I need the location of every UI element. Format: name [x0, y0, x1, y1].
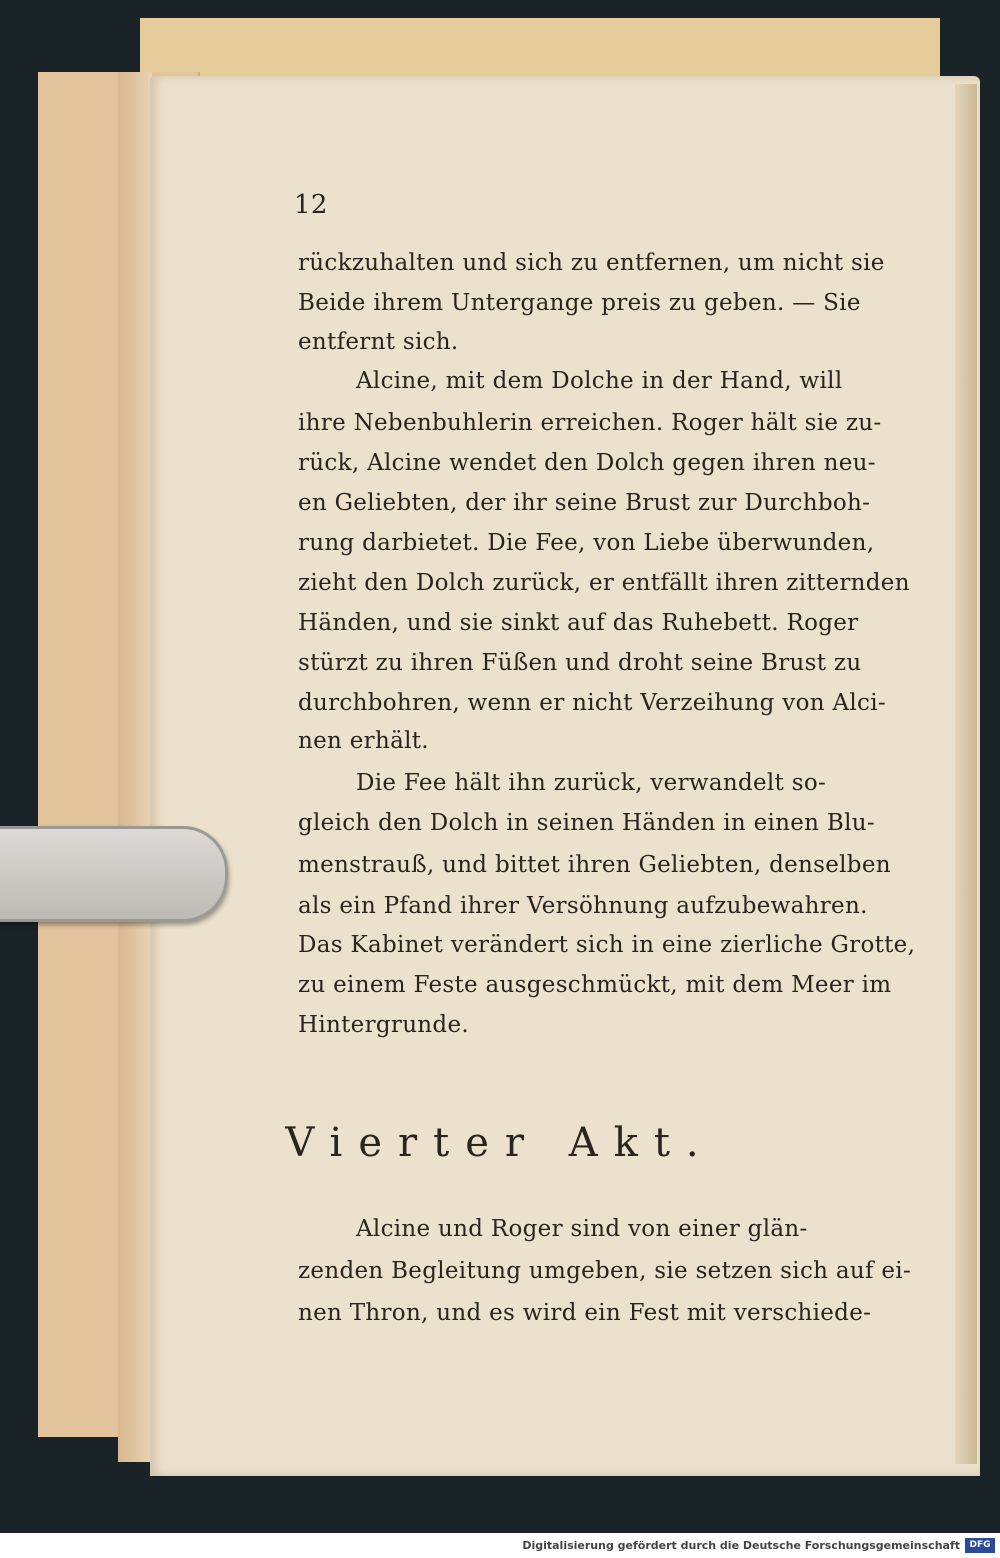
text-line: stürzt zu ihren Füßen und droht seine Brust zu — [298, 650, 862, 676]
text-line: rück, Alcine wendet den Dolch gegen ihren neu- — [298, 450, 876, 476]
text-line: durchbohren, wenn er nicht Verzeihung von Alci- — [298, 690, 886, 716]
text-line: Das Kabinet verändert sich in eine zierliche Grotte, — [298, 932, 916, 958]
funding-credit: Digitalisierung gefördert durch die Deutsche Forschungsgemeinschaft — [522, 1539, 960, 1552]
text-line: Alcine, mit dem Dolche in der Hand, will — [356, 368, 843, 394]
text-line: zenden Begleitung umgeben, sie setzen sich auf ei- — [298, 1258, 912, 1284]
text-line: zu einem Feste ausgeschmückt, mit dem Meer im — [298, 972, 892, 998]
text-line: nen Thron, und es wird ein Fest mit verschiede- — [298, 1300, 872, 1326]
text-line: en Geliebten, der ihr seine Brust zur Durchboh- — [298, 490, 871, 516]
text-line: Die Fee hält ihn zurück, verwandelt so- — [356, 770, 827, 796]
dfg-logo-icon: DFG — [965, 1538, 995, 1553]
text-line: nen erhält. — [298, 728, 429, 754]
text-line: menstrauß, und bittet ihren Geliebten, denselben — [298, 852, 891, 878]
text-line: Beide ihrem Untergange preis zu geben. — Sie — [298, 290, 861, 316]
footer-bar — [0, 1533, 1000, 1558]
text-line: rückzuhalten und sich zu entfernen, um nicht sie — [298, 250, 885, 276]
glass-page-holder — [0, 826, 228, 922]
act-heading: Vierter Akt. — [285, 1120, 715, 1166]
page-number: 12 — [294, 190, 328, 220]
text-line: gleich den Dolch in seinen Händen in einen Blu- — [298, 810, 875, 836]
page-right-edge — [955, 84, 977, 1464]
text-line: ihre Nebenbuhlerin erreichen. Roger hält sie zu- — [298, 410, 882, 436]
text-line: zieht den Dolch zurück, er entfällt ihren zitternden — [298, 570, 910, 596]
text-line: Hintergrunde. — [298, 1012, 469, 1038]
text-line: Händen, und sie sinkt auf das Ruhebett. Roger — [298, 610, 859, 636]
text-line: rung darbietet. Die Fee, von Liebe überwunden, — [298, 530, 875, 556]
text-line: entfernt sich. — [298, 329, 459, 355]
text-line: Alcine und Roger sind von einer glän- — [356, 1216, 808, 1242]
page-stack-edge — [118, 72, 152, 1462]
text-line: als ein Pfand ihrer Versöhnung aufzubewahren. — [298, 893, 868, 919]
